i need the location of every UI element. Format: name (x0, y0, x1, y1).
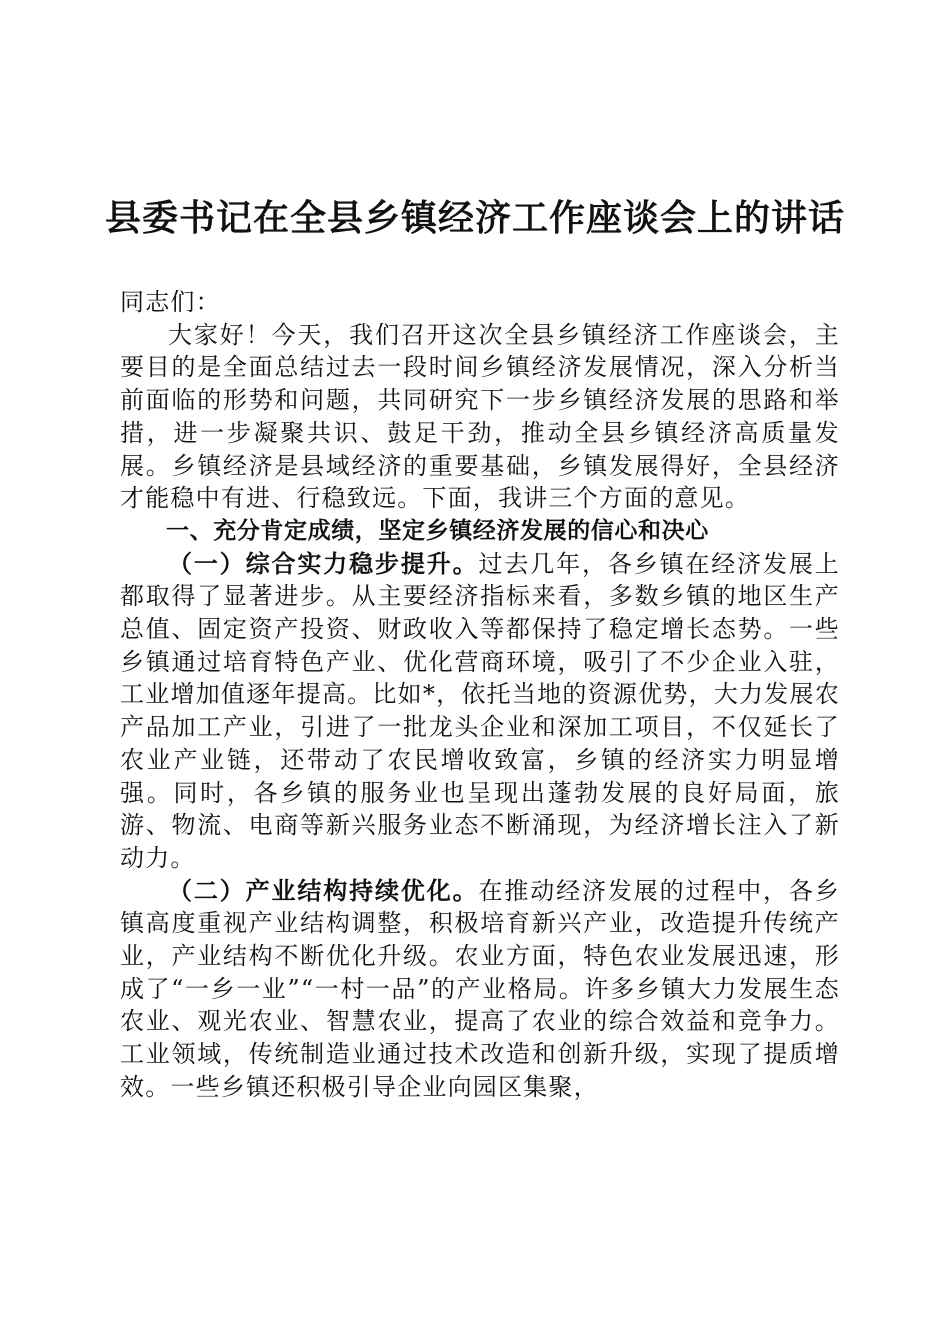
salutation: 同志们： (120, 288, 221, 316)
subsection-2-paragraph (120, 875, 840, 1104)
subsection-2-text: 在推动经济发展的过程中，各乡镇高度重视产业结构调整，积极培育新兴产业，改造提升传统产业，产业结构不断优化升级。农业方面，特色农业发展迅速，形成了“一乡一业”“一村一品”的产业格局。许多乡镇大力发展生态农业、观光农业、智慧农业，提高了农业的综合效益和竞争力。工业领域，传统制造业通过技术改造和创新升级，实现了提质增效。一些乡镇还积极引导企业向园区集聚， (120, 876, 840, 1101)
subsection-1-text: 过去几年，各乡镇在经济发展上都取得了显著进步。从主要经济指标来看，多数乡镇的地区生产总值、固定资产投资、财政收入等都保持了稳定增长态势。一些乡镇通过培育特色产业、优化营商环境，吸引了不少企业入驻，工业增加值逐年提高。比如*，依托当地的资源优势，大力发展农产品加工产业，引进了一批龙头企业和深加工项目，不仅延长了农业产业链，还带动了农民增收致富，乡镇的经济实力明显增强。同时，各乡镇的服务业也呈现出蓬勃发展的良好局面，旅游、物流、电商等新兴服务业态不断涌现，为经济增长注入了新动力。 (120, 549, 840, 872)
section-1-heading: 一、充分肯定成绩，坚定乡镇经济发展的信心和决心 (166, 517, 709, 544)
document-title: 县委书记在全县乡镇经济工作座谈会上的讲话 (104, 197, 845, 239)
intro-paragraph: 大家好！今天，我们召开这次全县乡镇经济工作座谈会，主要目的是全面总结过去一段时间乡镇经济发展情况，深入分析当前面临的形势和问题，共同研究下一步乡镇经济发展的思路和举措，进一步凝聚共识、鼓足干劲，推动全县乡镇经济高质量发展。乡镇经济是县域经济的重要基础，乡镇发展得好，全县经济才能稳中有进、行稳致远。下面，我讲三个方面的意见。 (120, 320, 840, 513)
subsection-1-lead: （一）综合实力稳步提升。 (168, 548, 479, 578)
subsection-2-lead: （二）产业结构持续优化。 (168, 875, 479, 905)
subsection-1-paragraph (120, 548, 840, 875)
document-body (120, 286, 840, 1104)
